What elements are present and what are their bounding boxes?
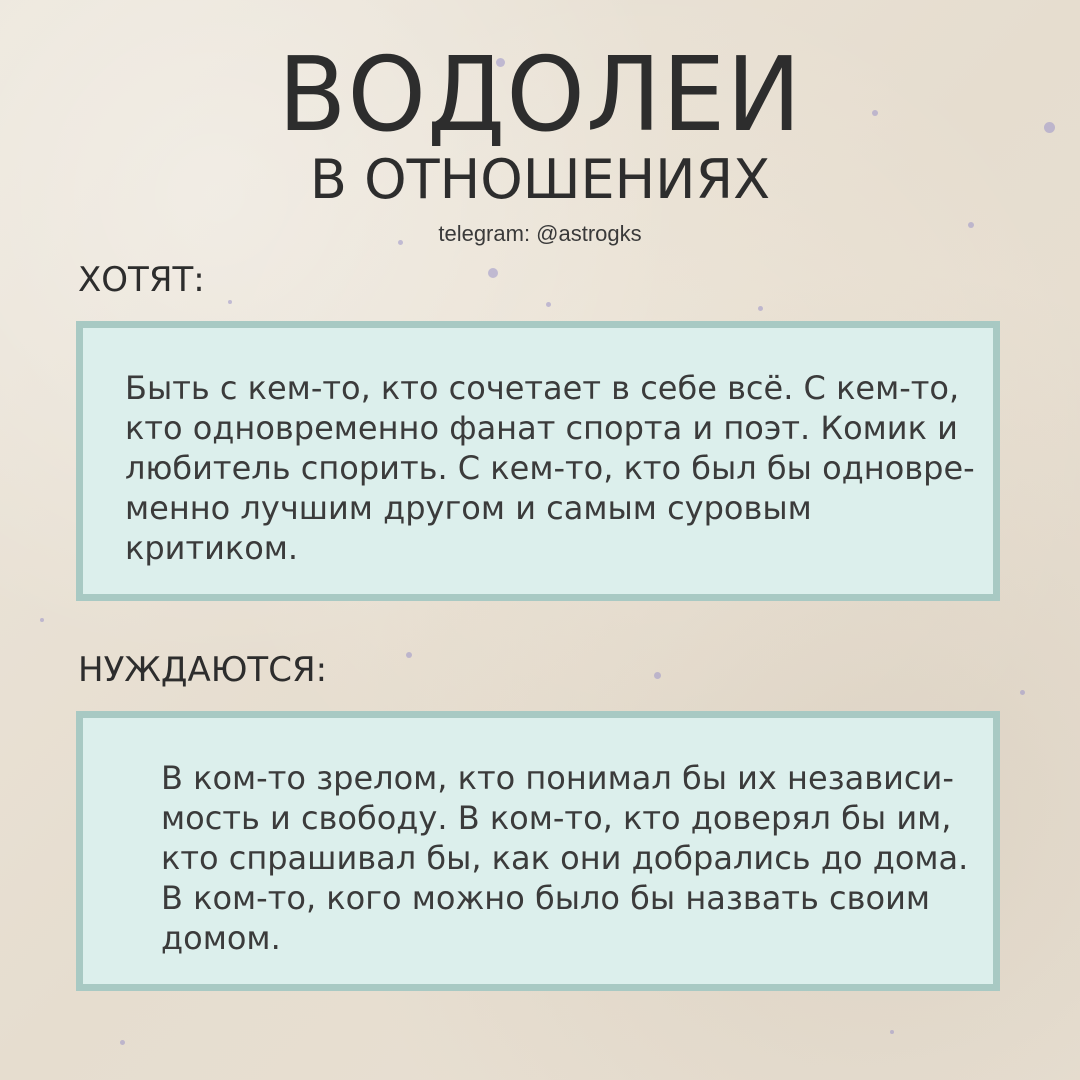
wants-text: Быть с кем-то, кто сочетает в себе всё. С кем-то, кто одновременно фанат спорта и поэт. Комик и любитель спорить. С кем-то, кто был бы одновре- менно лучшим другом и самым суровым критиком. [125,369,975,567]
needs-card [76,711,1000,991]
paper-speck [654,672,661,679]
page-subtitle: В ОТНОШЕНИЯХ [309,148,771,211]
section-label-wants: ХОТЯТ: [78,260,205,300]
paper-speck [546,302,551,307]
paper-speck [890,1030,894,1034]
section-label-needs: НУЖДАЮТСЯ: [78,650,328,690]
paper-speck [488,268,498,278]
paper-speck [40,618,44,622]
paper-speck [758,306,763,311]
paper-speck [406,652,412,658]
needs-text: В ком-то зрелом, кто понимал бы их независи- мость и свободу. В ком-то, кто доверял бы им, кто спрашивал бы, как они добрались до дома. В ком-то, кого можно было бы назвать своим домом. [161,759,969,957]
wants-card [76,321,1000,601]
paper-speck [120,1040,125,1045]
paper-speck [1020,690,1025,695]
telegram-handle: telegram: @astrogks [438,221,642,246]
page-title: ВОДОЛЕИ [277,34,803,155]
paper-speck [228,300,232,304]
